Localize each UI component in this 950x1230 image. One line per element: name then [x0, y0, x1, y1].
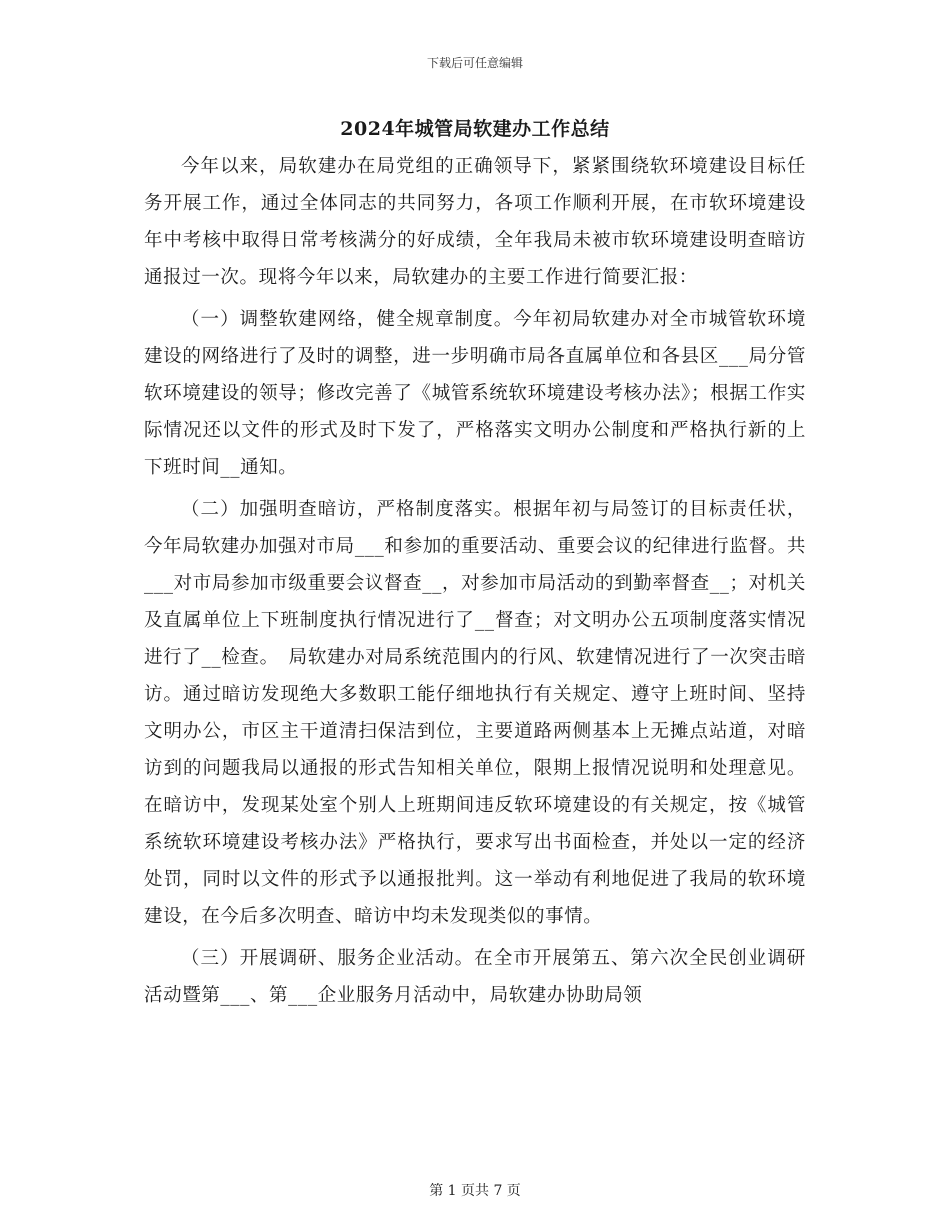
paragraph-section-3: （三）开展调研、服务企业活动。在全市开展第五、第六次全民创业调研活动暨第___、第___企业服务月活动中，局软建办协助局领 [144, 948, 806, 1006]
document-body [144, 148, 806, 1014]
paragraph-section-2: （二）加强明查暗访，严格制度落实。根据年初与局签订的目标责任状，今年局软建办加强对市局___和参加的重要活动、重要会议的纪律进行监督。共___对市局参加市级重要会议督查__，对参加市局活动的到勤率督查__；对机关及直属单位上下班制度执行情况进行了__督查；对文明办公五项制度落实情况进行了__检查。 局软建办对局系统范围内的行风、软建情况进行了一次突击暗访。通过暗访发现绝大多数职工能仔细地执行有关规定、遵守上班时间、坚持文明办公，市区主干道清扫保洁到位，主要道路两侧基本上无摊点站道，对暗访到的问题我局以通报的形式告知相关单位，限期上报情况说明和处理意见。在暗访中，发现某处室个别人上班期间违反软环境建设的有关规定，按《城管系统软环境建设考核办法》严格执行，要求写出书面检查，并处以一定的经济处罚，同时以文件的形式予以通报批判。这一举动有利地促进了我局的软环境建设，在今后多次明查、暗访中均未发现类似的事情。 [144, 499, 806, 927]
page-header-note: 下载后可任意编辑 [426, 56, 523, 70]
paragraph-intro: 今年以来，局软建办在局党组的正确领导下，紧紧围绕软环境建设目标任务开展工作，通过全体同志的共同努力，各项工作顺利开展，在市软环境建设年中考核中取得日常考核满分的好成绩，全年我局未被市软环境建设明查暗访通报过一次。现将今年以来，局软建办的主要工作进行简要汇报： [144, 156, 806, 288]
document-title: 2024年城管局软建办工作总结 [340, 118, 610, 140]
paragraph-section-1: （一）调整软建网络，健全规章制度。今年初局软建办对全市城管软环境建设的网络进行了及时的调整，进一步明确市局各直属单位和各县区___局分管软环境建设的领导；修改完善了《城管系统软环境建设考核办法》；根据工作实际情况还以文件的形式及时下发了，严格落实文明办公制度和严格执行新的上下班时间__通知。 [144, 309, 806, 478]
page-number: 第 1 页共 7 页 [429, 1183, 521, 1199]
